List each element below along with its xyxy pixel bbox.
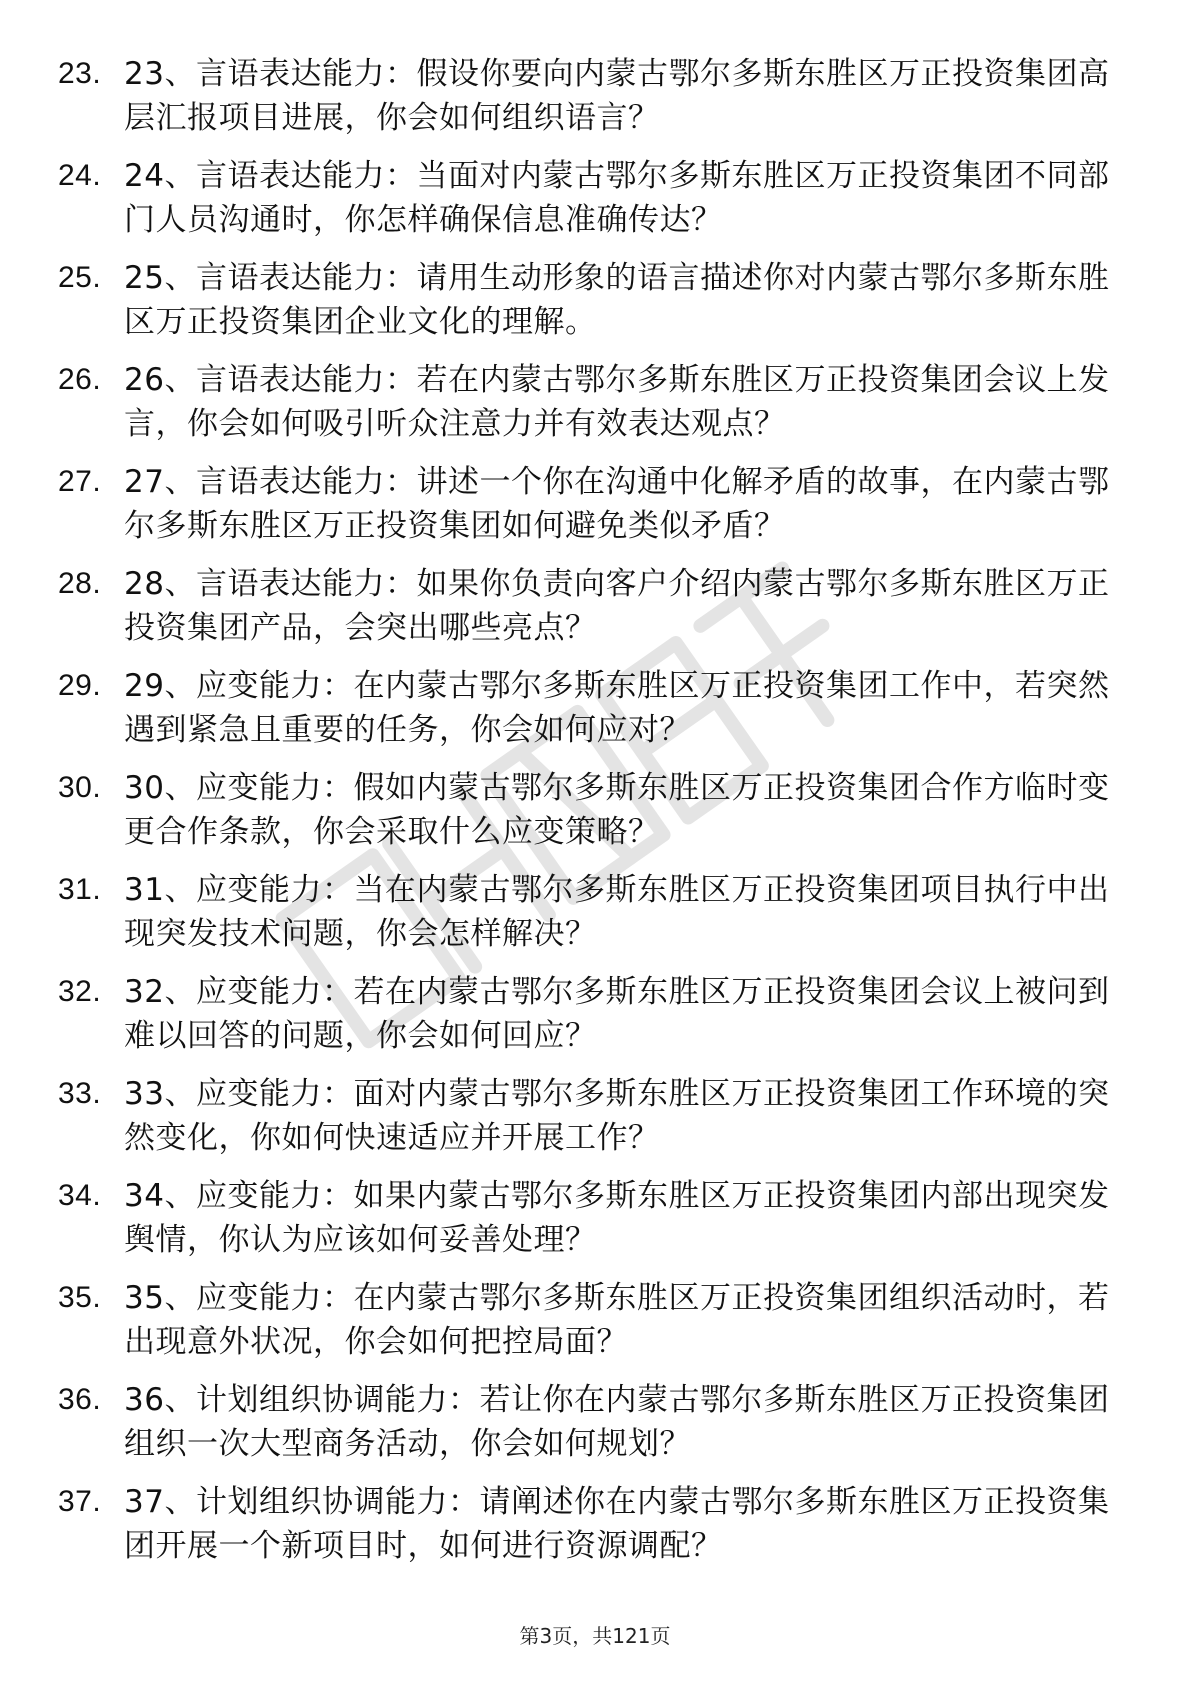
question-number: 27. <box>58 465 102 498</box>
question-text: 37、计划组织协调能力：请阐述你在内蒙古鄂尔多斯东胜区万正投资集团开展一个新项目时，如何进行资源调配？ <box>124 1484 1110 1564</box>
question-number: 34. <box>58 1179 102 1212</box>
question-item <box>58 562 1118 650</box>
page-footer: 第3页，共121页 <box>519 1624 671 1648</box>
question-text: 28、言语表达能力：如果你负责向客户介绍内蒙古鄂尔多斯东胜区万正投资集团产品，会突出哪些亮点？ <box>124 566 1110 646</box>
question-item <box>58 868 1118 956</box>
question-number: 24. <box>58 159 102 192</box>
question-text: 24、言语表达能力：当面对内蒙古鄂尔多斯东胜区万正投资集团不同部门人员沟通时，你怎样确保信息准确传达？ <box>124 158 1110 238</box>
question-item <box>58 970 1118 1058</box>
question-number: 28. <box>58 567 102 600</box>
question-number: 25. <box>58 261 102 294</box>
question-item <box>58 1378 1118 1466</box>
question-item <box>58 664 1118 752</box>
question-item <box>58 766 1118 854</box>
question-text: 36、计划组织协调能力：若让你在内蒙古鄂尔多斯东胜区万正投资集团组织一次大型商务活动，你会如何规划？ <box>124 1382 1110 1462</box>
question-text: 25、言语表达能力：请用生动形象的语言描述你对内蒙古鄂尔多斯东胜区万正投资集团企业文化的理解。 <box>124 260 1110 340</box>
question-number: 37. <box>58 1485 102 1518</box>
question-item <box>58 358 1118 446</box>
question-text: 31、应变能力：当在内蒙古鄂尔多斯东胜区万正投资集团项目执行中出现突发技术问题，你会怎样解决？ <box>124 872 1110 952</box>
question-number: 32. <box>58 975 102 1008</box>
question-number: 31. <box>58 873 102 906</box>
question-number: 36. <box>58 1383 102 1416</box>
question-text: 29、应变能力：在内蒙古鄂尔多斯东胜区万正投资集团工作中，若突然遇到紧急且重要的任务，你会如何应对？ <box>124 668 1110 748</box>
question-item <box>58 52 1118 140</box>
question-text: 27、言语表达能力：讲述一个你在沟通中化解矛盾的故事，在内蒙古鄂尔多斯东胜区万正投资集团如何避免类似矛盾？ <box>124 464 1110 544</box>
question-text: 32、应变能力：若在内蒙古鄂尔多斯东胜区万正投资集团会议上被问到难以回答的问题，你会如何回应？ <box>124 974 1110 1054</box>
question-item <box>58 1072 1118 1160</box>
question-text: 26、言语表达能力：若在内蒙古鄂尔多斯东胜区万正投资集团会议上发言，你会如何吸引听众注意力并有效表达观点？ <box>124 362 1110 442</box>
question-item <box>58 460 1118 548</box>
question-number: 26. <box>58 363 102 396</box>
question-item <box>58 1276 1118 1364</box>
question-text: 33、应变能力：面对内蒙古鄂尔多斯东胜区万正投资集团工作环境的突然变化，你如何快速适应并开展工作？ <box>124 1076 1110 1156</box>
question-item <box>58 154 1118 242</box>
question-list <box>58 52 1118 1582</box>
question-item <box>58 1174 1118 1262</box>
question-number: 29. <box>58 669 102 702</box>
question-number: 35. <box>58 1281 102 1314</box>
question-text: 23、言语表达能力：假设你要向内蒙古鄂尔多斯东胜区万正投资集团高层汇报项目进展，你会如何组织语言？ <box>124 56 1110 136</box>
question-text: 30、应变能力：假如内蒙古鄂尔多斯东胜区万正投资集团合作方临时变更合作条款，你会采取什么应变策略？ <box>124 770 1110 850</box>
question-text: 34、应变能力：如果内蒙古鄂尔多斯东胜区万正投资集团内部出现突发舆情，你认为应该如何妥善处理？ <box>124 1178 1110 1258</box>
question-text: 35、应变能力：在内蒙古鄂尔多斯东胜区万正投资集团组织活动时，若出现意外状况，你会如何把控局面？ <box>124 1280 1110 1360</box>
question-number: 30. <box>58 771 102 804</box>
question-item <box>58 1480 1118 1568</box>
question-number: 33. <box>58 1077 102 1110</box>
question-number: 23. <box>58 57 102 90</box>
question-item <box>58 256 1118 344</box>
